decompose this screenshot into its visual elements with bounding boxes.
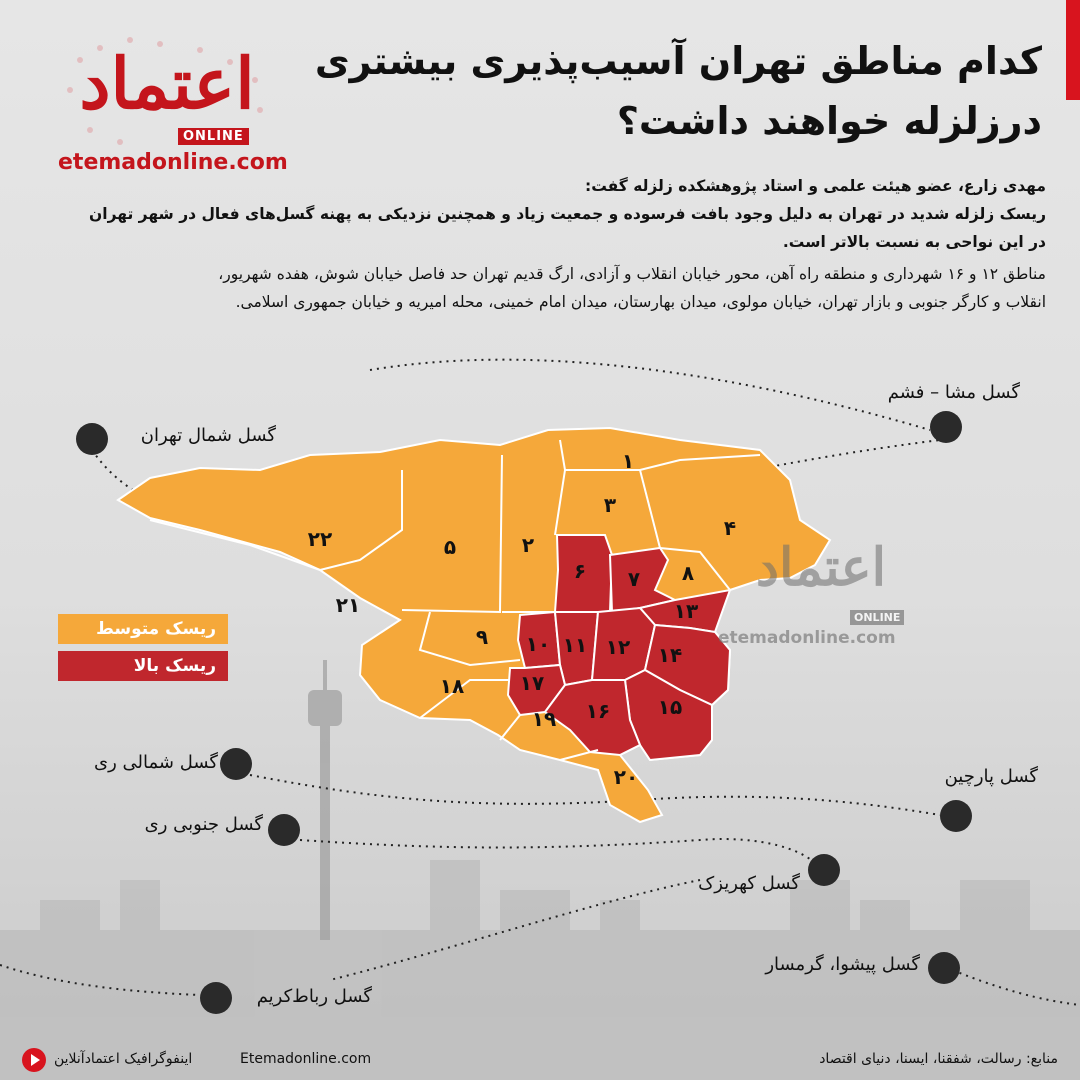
body-areas-line-2: انقلاب و کارگر جنوبی و بازار تهران، خیابان مولوی، میدان بهارستان، میدان امام خمینی، محله امیریه و خیابان جمهوری اسلامی.: [235, 293, 1046, 311]
logo-wordmark: اعتماد: [79, 42, 255, 125]
district-label-17: ۱۷: [519, 671, 545, 695]
district-label-20: ۲۰: [613, 765, 639, 789]
fault-label-south-rey: گسل جنوبی ری: [144, 814, 263, 835]
fault-line-south-rey: [300, 839, 820, 870]
legend-high-risk: ریسک بالا: [58, 651, 228, 681]
fault-marker-kahrizak: [808, 854, 840, 886]
district-label-19: ۱۹: [531, 707, 557, 731]
play-icon: [22, 1048, 46, 1072]
fault-marker-north-rey: [220, 748, 252, 780]
fault-marker-north-tehran: [76, 423, 108, 455]
watermark-url: etemadonline.com: [718, 628, 896, 648]
district-label-6: ۶: [573, 559, 587, 583]
fault-label-mosha: گسل مشا – فشم: [887, 382, 1020, 403]
body-areas-line-1: مناطق ۱۲ و ۱۶ شهرداری و منطقه راه آهن، محور خیابان انقلاب و آزادی، ارگ قدیم تهران حد فاصل خیابان شوش، هفده شهریور،: [218, 265, 1046, 283]
district-label-15: ۱۵: [657, 695, 683, 719]
fault-label-pishva: گسل پیشوا، گرمسار: [765, 954, 920, 975]
fault-line-mosha: [370, 360, 930, 430]
district-label-16: ۱۶: [585, 699, 611, 723]
fault-marker-mosha: [930, 411, 962, 443]
district-label-4: ۴: [723, 516, 737, 540]
page-title-line-2: درزلزله خواهند داشت؟: [616, 99, 1042, 143]
fault-label-robat: گسل رباط‌کریم: [256, 986, 372, 1007]
district-label-1: ۱: [621, 449, 635, 473]
district-label-14: ۱۴: [657, 643, 683, 667]
district-label-10: ۱۰: [525, 632, 551, 656]
fault-marker-pishva: [928, 952, 960, 984]
fault-label-north-tehran: گسل شمال تهران: [140, 425, 276, 446]
district-label-3: ۳: [603, 493, 617, 517]
fault-line-kahrizak: [330, 880, 700, 980]
fault-line-north-rey: [250, 775, 940, 815]
district-label-5: ۵: [443, 535, 457, 559]
footer-sources: منابع: رسالت، شفقنا، ایسنا، دنیای اقتصاد: [819, 1051, 1058, 1067]
body-quote-intro: مهدی زارع، عضو هیئت علمی و استاد پژوهشکده زلزله گفت:: [585, 177, 1046, 195]
fault-line-robat: [0, 965, 200, 995]
body-risk-statement-end: در این نواحی به نسبت بالاتر است.: [782, 233, 1046, 251]
district-label-8: ۸: [681, 561, 695, 585]
fault-marker-south-rey: [268, 814, 300, 846]
district-label-7: ۷: [627, 567, 641, 591]
fault-marker-robat: [200, 982, 232, 1014]
fault-line-pishva: [940, 965, 1080, 1005]
district-label-18: ۱۸: [439, 674, 465, 698]
district-label-21: ۲۱: [335, 593, 361, 617]
watermark-online: ONLINE: [850, 610, 904, 625]
footer-brand: اینفوگرافیک اعتمادآنلاین: [54, 1051, 193, 1067]
logo-url: etemadonline.com: [58, 150, 288, 175]
district-label-22: ۲۲: [307, 527, 333, 551]
district-label-11: ۱۱: [562, 633, 588, 657]
watermark-logo: اعتماد: [755, 537, 887, 598]
fault-label-north-rey: گسل شمالی ری: [94, 752, 218, 773]
footer-site[interactable]: Etemadonline.com: [240, 1051, 372, 1067]
legend-medium-risk: ریسک متوسط: [58, 614, 228, 644]
page-title-line-1: کدام مناطق تهران آسیب‌پذیری بیشتری: [314, 39, 1042, 83]
district-label-9: ۹: [475, 625, 489, 649]
fault-marker-parchin: [940, 800, 972, 832]
district-label-12: ۱۲: [605, 635, 631, 659]
district-label-13: ۱۳: [673, 599, 699, 623]
fault-label-parchin: گسل پارچین: [944, 766, 1038, 787]
logo-online-badge: ONLINE: [178, 128, 249, 145]
district-label-2: ۲: [521, 533, 535, 557]
fault-label-kahrizak: گسل کهریزک: [698, 873, 800, 894]
body-risk-statement: ریسک زلزله شدید در تهران به دلیل وجود بافت فرسوده و جمعیت زیاد و همچنین نزدیکی به پهنه گسل‌های فعال در شهر تهران: [89, 205, 1046, 223]
